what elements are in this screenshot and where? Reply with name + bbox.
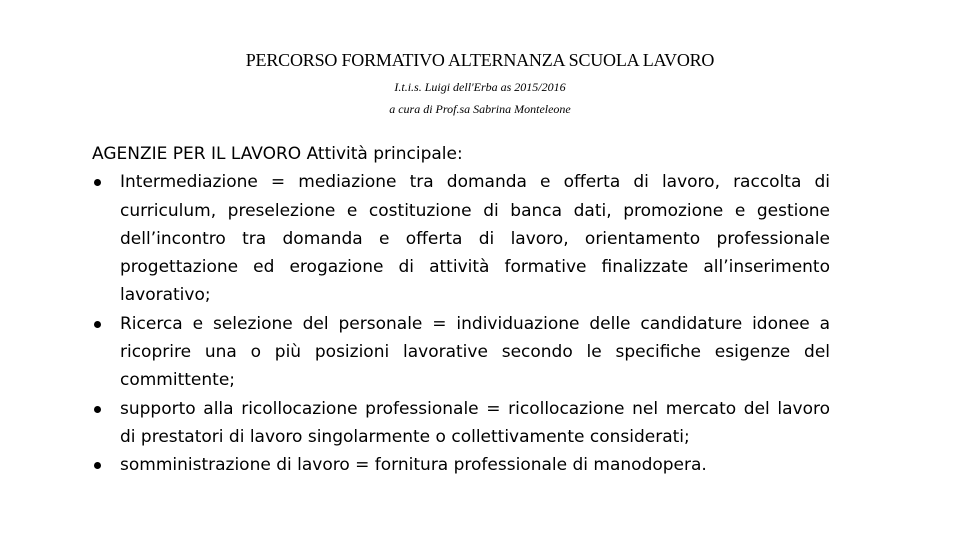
bullet-icon [94, 406, 101, 413]
list-item-text: Intermediazione = mediazione tra domanda e offerta di lavoro, raccolta di curriculum, preselezione e costituzione di banca dati, promozione e gestione dell’incontro tra domanda e offerta di lavoro, orientamento professionale progettazione ed erogazione di attività formative finalizzate all’inserimento lavorativo; [120, 172, 830, 306]
list-item-text: supporto alla ricollocazione professionale = ricollocazione nel mercato del lavoro di prestatori di lavoro singolarmente o collettivamente considerati; [120, 398, 830, 447]
document-body [92, 140, 830, 480]
list-item [92, 395, 830, 452]
document-title: PERCORSO FORMATIVO ALTERNANZA SCUOLA LAVORO [245, 50, 715, 70]
list-item-text: Ricerca e selezione del personale = individuazione delle candidature idonee a ricoprire una o più posizioni lavorative secondo le specifiche esigenze del committente; [120, 313, 830, 391]
author-line: a cura di Prof.sa Sabrina Monteleone [389, 102, 571, 116]
activity-list [92, 168, 830, 479]
section-heading: AGENZIE PER IL LAVORO Attività principale: [92, 144, 463, 164]
school-line: I.t.i.s. Luigi dell'Erba as 2015/2016 [394, 80, 566, 94]
list-item [92, 310, 830, 395]
bullet-icon [94, 321, 101, 328]
bullet-icon [94, 179, 101, 186]
list-item [92, 451, 830, 479]
document-header [0, 48, 960, 120]
bullet-icon [94, 462, 101, 469]
list-item-text: somministrazione di lavoro = fornitura professionale di manodopera. [120, 455, 707, 476]
list-item [92, 168, 830, 309]
